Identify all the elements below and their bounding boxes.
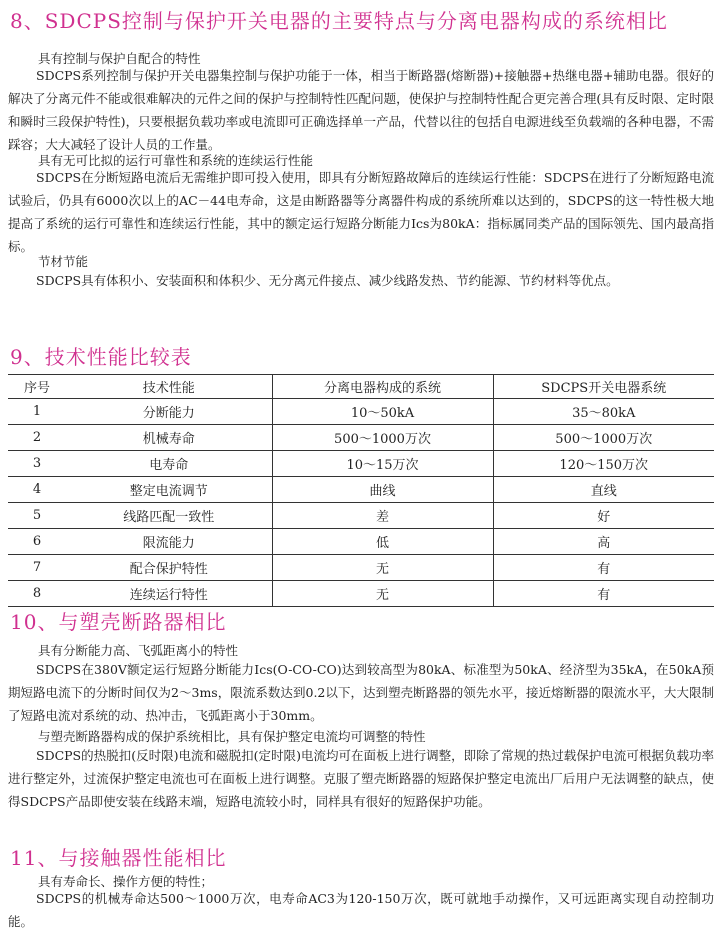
cell-feature: 电寿命 — [66, 451, 272, 477]
cell-separate: 无 — [272, 555, 493, 581]
header-feature: 技术性能 — [66, 375, 272, 399]
cell-index: 7 — [8, 555, 66, 581]
cell-sdcps: 高 — [493, 529, 714, 555]
cell-index: 6 — [8, 529, 66, 555]
cell-sdcps: 好 — [493, 503, 714, 529]
table-row — [8, 555, 714, 581]
performance-comparison-table — [8, 374, 714, 607]
cell-feature: 配合保护特性 — [66, 555, 272, 581]
cell-feature: 线路匹配一致性 — [66, 503, 272, 529]
section-8-paragraph-1: SDCPS系列控制与保护开关电器集控制与保护功能于一体，相当于断路器(熔断器)+接触器+热继电器+辅助电器。很好的解决了分离元件不能或很难解决的元件之间的保护与控制特性匹配问题，使保护与控制特性配合更完善合理(具有反时限、定时限和瞬时三段保护特性)，只要根据负载功率或电流即可正确选择单一产品，代替以往的包括自电源进线至负载端的各种电器，不需踩容；大大减轻了设计人员的工作量。 — [8, 68, 714, 152]
cell-sdcps: 500～1000万次 — [493, 425, 714, 451]
cell-sdcps: 有 — [493, 581, 714, 607]
section-8-subtitle-2: 具有无可比拟的运行可靠性和系统的连续运行性能 — [38, 153, 314, 168]
cell-index: 5 — [8, 503, 66, 529]
cell-index: 1 — [8, 399, 66, 425]
cell-index: 4 — [8, 477, 66, 503]
section-9-title: 9、技术性能比较表 — [10, 345, 192, 369]
table-row — [8, 581, 714, 607]
header-sdcps-system: SDCPS开关电器系统 — [493, 375, 714, 399]
section-10-subtitle-1: 具有分断能力高、飞弧距离小的特性 — [38, 643, 239, 658]
cell-feature: 整定电流调节 — [66, 477, 272, 503]
table-row — [8, 425, 714, 451]
section-10-subtitle-2: 与塑壳断路器构成的保护系统相比，具有保护整定电流均可调整的特性 — [38, 729, 426, 744]
cell-separate: 曲线 — [272, 477, 493, 503]
cell-sdcps: 直线 — [493, 477, 714, 503]
cell-sdcps: 有 — [493, 555, 714, 581]
cell-sdcps: 35～80kA — [493, 399, 714, 425]
header-index: 序号 — [8, 375, 66, 399]
cell-index: 3 — [8, 451, 66, 477]
cell-sdcps: 120～150万次 — [493, 451, 714, 477]
section-10-title: 10、与塑壳断路器相比 — [10, 610, 227, 634]
cell-index: 2 — [8, 425, 66, 451]
table-row — [8, 529, 714, 555]
cell-index: 8 — [8, 581, 66, 607]
header-separate-system: 分离电器构成的系统 — [272, 375, 493, 399]
section-8-subtitle-1: 具有控制与保护自配合的特性 — [38, 51, 201, 66]
cell-separate: 无 — [272, 581, 493, 607]
cell-feature: 限流能力 — [66, 529, 272, 555]
cell-separate: 低 — [272, 529, 493, 555]
table-header-row — [8, 375, 714, 399]
section-10-paragraph-1: SDCPS在380V额定运行短路分断能力Ics(O-CO-CO)达到较高型为80kA、标准型为50kA、经济型为35kA，在50kA预期短路电流下的分断时间仅为2～3ms，限流系数达到0.2以下，达到塑壳断路器的领先水平，接近熔断器的限流水平，大大限制了短路电流对系统的动、热冲击，飞弧距离小于30mm。 — [8, 662, 714, 723]
table-row — [8, 451, 714, 477]
section-8-paragraph-2: SDCPS在分断短路电流后无需维护即可投入使用，即具有分断短路故障后的连续运行性能：SDCPS在进行了分断短路电流试验后，仍具有6000次以上的AC－44电寿命，这是由断路器等分离器件构成的系统所难以达到的，SDCPS的这一特性极大地提高了系统的运行可靠性和连续运行性能，其中的额定运行短路分断能力Ics为80kA：指标属同类产品的国际领先、国内最高指标。 — [8, 170, 714, 254]
cell-feature: 机械寿命 — [66, 425, 272, 451]
cell-separate: 10～15万次 — [272, 451, 493, 477]
table-row — [8, 477, 714, 503]
section-11-subtitle-1: 具有寿命长、操作方便的特性； — [38, 874, 214, 889]
cell-separate: 差 — [272, 503, 493, 529]
table-row — [8, 503, 714, 529]
cell-separate: 10～50kA — [272, 399, 493, 425]
cell-feature: 分断能力 — [66, 399, 272, 425]
section-8-title: 8、SDCPS控制与保护开关电器的主要特点与分离电器构成的系统相比 — [10, 9, 668, 33]
cell-feature: 连续运行特性 — [66, 581, 272, 607]
table-row — [8, 399, 714, 425]
section-10-paragraph-2: SDCPS的热脱扣(反时限)电流和磁脱扣(定时限)电流均可在面板上进行调整，即除了常规的热过载保护电流可根据负载功率进行整定外，过流保护整定电流也可在面板上进行调整。克服了塑壳断路器的短路保护整定电流出厂后用户无法调整的缺点，使得SDCPS产品即使安装在线路末端，短路电流较小时，同样具有很好的短路保护功能。 — [8, 748, 714, 809]
cell-separate: 500～1000万次 — [272, 425, 493, 451]
section-8-paragraph-3: SDCPS具有体积小、安装面积和体积少、无分离元件接点、减少线路发热、节约能源、节约材料等优点。 — [36, 273, 619, 288]
section-8-subtitle-3: 节材节能 — [38, 254, 89, 269]
section-11-title: 11、与接触器性能相比 — [10, 846, 227, 870]
section-11-paragraph-1: SDCPS的机械寿命达500～1000万次，电寿命AC3为120-150万次，既可就地手动操作，又可远距离实现自动控制功能。 — [8, 891, 714, 929]
